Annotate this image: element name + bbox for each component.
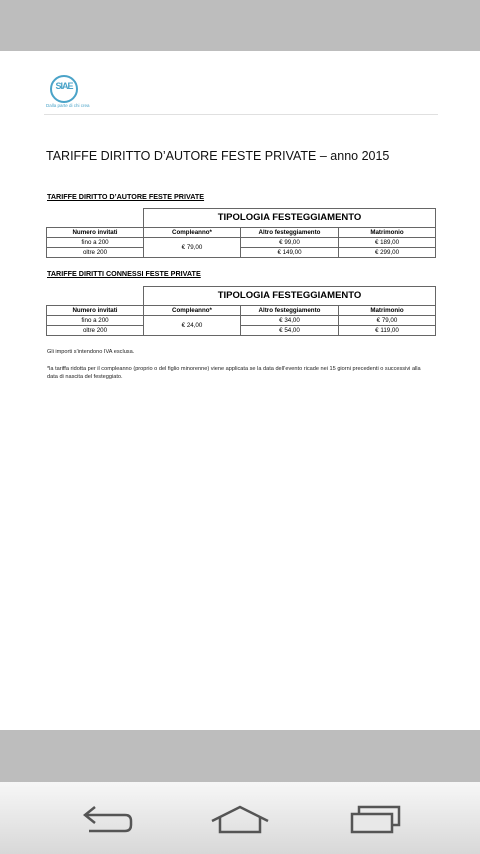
- bottom-gray-bar: [0, 730, 480, 782]
- invitati-cell: oltre 200: [47, 326, 144, 336]
- column-header: Altro festeggiamento: [241, 306, 339, 316]
- altro-cell: € 54,00: [241, 326, 339, 336]
- invitati-cell: fino a 200: [47, 238, 144, 248]
- siae-logo: [46, 75, 116, 109]
- matrimonio-cell: € 79,00: [339, 316, 436, 326]
- logo-text: SIAE: [55, 81, 73, 91]
- group-header: TIPOLOGIA FESTEGGIAMENTO: [144, 209, 436, 228]
- column-header: Compleanno*: [144, 306, 241, 316]
- table-row: [47, 238, 436, 248]
- back-button[interactable]: [75, 800, 139, 838]
- matrimonio-cell: € 119,00: [339, 326, 436, 336]
- altro-cell: € 149,00: [241, 248, 339, 258]
- logo-tagline: Dalla parte di chi crea: [46, 103, 90, 108]
- altro-cell: € 99,00: [241, 238, 339, 248]
- table-row: [47, 248, 436, 258]
- table-row: [47, 316, 436, 326]
- compleanno-cell: € 79,00: [144, 238, 241, 258]
- column-header: Altro festeggiamento: [241, 228, 339, 238]
- column-header: Numero invitati: [47, 228, 144, 238]
- table-row: [47, 326, 436, 336]
- navigation-bar: [0, 782, 480, 854]
- back-icon: [77, 803, 137, 835]
- matrimonio-cell: € 299,00: [339, 248, 436, 258]
- home-button[interactable]: [208, 800, 272, 838]
- invitati-cell: oltre 200: [47, 248, 144, 258]
- column-header: Matrimonio: [339, 306, 436, 316]
- column-header: Matrimonio: [339, 228, 436, 238]
- tariff-table-diritti-connessi: [46, 286, 436, 336]
- document-title: TARIFFE DIRITTO D’AUTORE FESTE PRIVATE – anno 2015: [46, 149, 390, 163]
- matrimonio-cell: € 189,00: [339, 238, 436, 248]
- note-footnote: *la tariffa ridotta per il compleanno (proprio o del figlio minorenne) viene applicata se la data dell’evento ricade nei 15 giorni precedenti o successivi alla data di nascita del festeggiato.: [47, 366, 421, 380]
- column-header: Numero invitati: [47, 306, 144, 316]
- column-header: Compleanno*: [144, 228, 241, 238]
- header-divider: [44, 114, 438, 115]
- altro-cell: € 34,00: [241, 316, 339, 326]
- document-page[interactable]: [0, 51, 480, 730]
- invitati-cell: fino a 200: [47, 316, 144, 326]
- note-iva: Gli importi s’intendono IVA esclusa.: [47, 349, 135, 355]
- compleanno-cell: € 24,00: [144, 316, 241, 336]
- recent-apps-button[interactable]: [343, 800, 407, 838]
- section-title-diritti-connessi: TARIFFE DIRITTI CONNESSI FESTE PRIVATE: [47, 269, 201, 278]
- recent-apps-icon: [345, 803, 405, 835]
- home-icon: [208, 803, 272, 835]
- section-title-diritto-autore: TARIFFE DIRITTO D’AUTORE FESTE PRIVATE: [47, 192, 205, 201]
- top-bar: [0, 0, 480, 51]
- blank-cell: [47, 287, 144, 306]
- blank-cell: [47, 209, 144, 228]
- tariff-table-diritto-autore: [46, 208, 436, 258]
- group-header: TIPOLOGIA FESTEGGIAMENTO: [144, 287, 436, 306]
